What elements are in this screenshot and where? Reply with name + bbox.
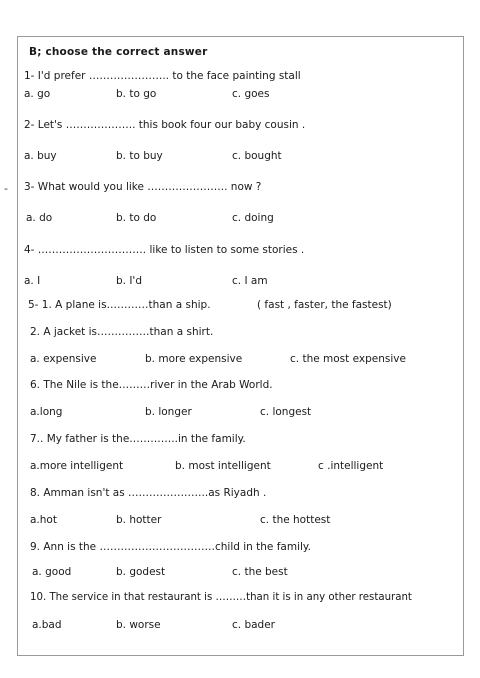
q7-option-c[interactable]: c .intelligent [318,460,384,472]
q10-option-c[interactable]: c. bader [232,619,275,631]
q5-2-option-a[interactable]: a. expensive [30,353,97,365]
margin-mark: - [4,182,8,195]
q2-option-b[interactable]: b. to buy [116,150,163,162]
question-10: 10. The service in that restaurant is ………than it is in any other restaurant [30,592,412,603]
question-1: 1- I'd prefer ………………….. to the face painting stall [24,70,301,82]
q9-option-b[interactable]: b. godest [116,566,166,578]
question-6: 6. The Nile is the………river in the Arab World. [30,379,273,391]
q3-option-b[interactable]: b. to do [116,212,157,224]
q6-option-a[interactable]: a.long [30,406,63,418]
section-title: B; choose the correct answer [29,46,208,58]
question-5-2: 2. A jacket is……………than a shirt. [30,326,214,338]
question-2: 2- Let's ……………….. this book four our baby cousin . [24,119,306,131]
q1-option-a[interactable]: a. go [24,88,51,100]
question-7: 7.. My father is the…………..in the family. [30,433,246,445]
q10-option-a[interactable]: a.bad [32,619,62,631]
q4-option-b[interactable]: b. I'd [116,275,142,287]
question-8: 8. Amman isn't as …………………..as Riyadh . [30,487,267,499]
q5-2-option-c[interactable]: c. the most expensive [290,353,406,365]
q3-option-c[interactable]: c. doing [232,212,274,224]
question-9: 9. Ann is the ……………………………child in the family. [30,541,311,553]
q6-option-b[interactable]: b. longer [145,406,192,418]
question-4: 4- …………………………. like to listen to some stories . [24,244,305,256]
q7-option-b[interactable]: b. most intelligent [175,460,271,472]
q2-option-c[interactable]: c. bought [232,150,282,162]
q1-option-c[interactable]: c. goes [232,88,270,100]
question-3: 3- What would you like ………………….. now ? [24,181,262,193]
q4-option-c[interactable]: c. I am [232,275,268,287]
question-5-1: 5- 1. A plane is…………than a ship. [28,299,211,311]
q10-option-b[interactable]: b. worse [116,619,161,631]
q6-option-c[interactable]: c. longest [260,406,312,418]
q4-option-a[interactable]: a. I [24,275,41,287]
q1-option-b[interactable]: b. to go [116,88,157,100]
q8-option-c[interactable]: c. the hottest [260,514,331,526]
q8-option-b[interactable]: b. hotter [116,514,162,526]
q8-option-a[interactable]: a.hot [30,514,57,526]
q3-option-a[interactable]: a. do [26,212,53,224]
q5-2-option-b[interactable]: b. more expensive [145,353,243,365]
q2-option-a[interactable]: a. buy [24,150,57,162]
q9-option-a[interactable]: a. good [32,566,72,578]
q9-option-c[interactable]: c. the best [232,566,288,578]
q7-option-a[interactable]: a.more intelligent [30,460,124,472]
q5-1-choices: ( fast , faster, the fastest) [257,299,392,311]
